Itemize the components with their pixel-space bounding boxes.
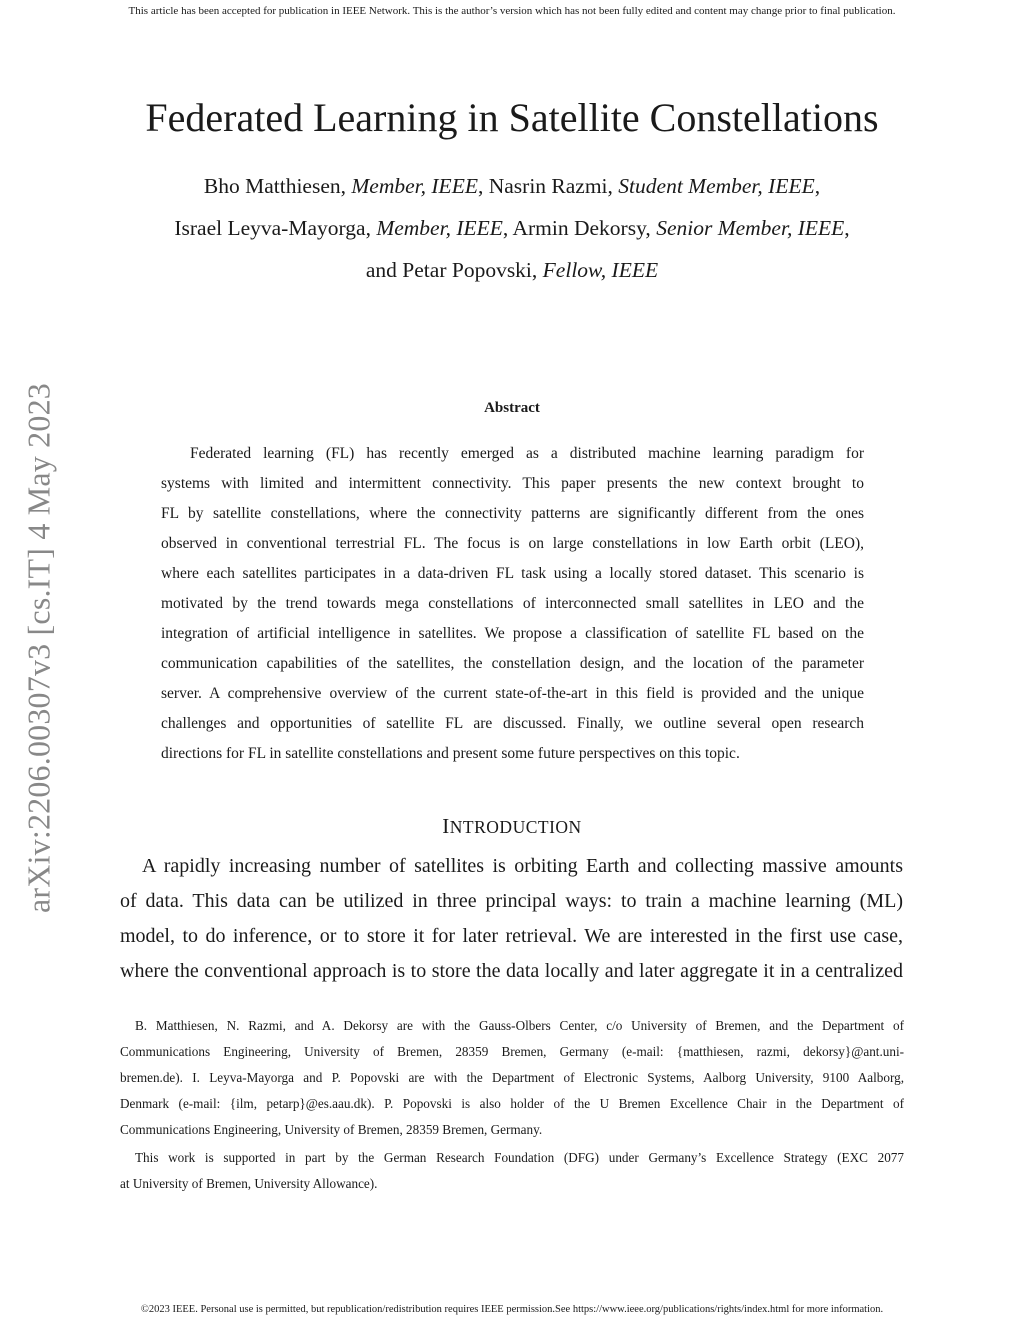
introduction-body bbox=[120, 849, 903, 989]
abstract-line: Federated learning (FL) has recently emerged as a distributed machine learning paradigm for bbox=[190, 445, 864, 462]
footnote-line: Communications Engineering, University of Bremen, 28359 Bremen, Germany. bbox=[120, 1122, 543, 1137]
abstract-line: where each satellites participates in a data-driven FL task using a locally stored dataset. This scenario is bbox=[161, 565, 864, 582]
abstract-line: integration of artificial intelligence in satellites. We propose a classification of satellite FL based on the bbox=[161, 625, 864, 642]
footnote-line: Communications Engineering, University of Bremen, 28359 Bremen, Germany (e-mail: {matthiesen, razmi, dekorsy}@ant.uni- bbox=[120, 1044, 904, 1059]
author-line-2 bbox=[0, 216, 1024, 241]
footnote-line: Denmark (e-mail: {ilm, petarp}@es.aau.dk). P. Popovski is also holder of the U Bremen Excellence Chair in the Department of bbox=[120, 1096, 904, 1111]
footnote-affiliations bbox=[120, 1013, 904, 1143]
abstract-line: FL by satellite constellations, where the connectivity patterns are significantly different from the ones bbox=[161, 505, 864, 522]
footnote-funding bbox=[120, 1145, 904, 1197]
abstract-line: observed in conventional terrestrial FL. The focus is on large constellations in low Earth orbit (LEO), bbox=[161, 535, 864, 552]
author-name: , Nasrin Razmi, bbox=[477, 174, 619, 198]
author-name: Bho Matthiesen, bbox=[203, 174, 352, 198]
abstract-line: challenges and opportunities of satellite FL are discussed. Finally, we outline several open research bbox=[161, 715, 864, 732]
author-name: Israel Leyva-Mayorga, bbox=[174, 216, 377, 240]
abstract-body bbox=[161, 439, 864, 769]
publication-notice: This article has been accepted for publication in IEEE Network. This is the author’s version which has not been fully edited and content may change prior to final publication. bbox=[128, 5, 896, 17]
author-membership: Senior Member, IEEE bbox=[656, 216, 845, 240]
abstract-line: communication capabilities of the satellites, the constellation design, and the location of the parameter bbox=[161, 655, 864, 672]
author-membership: Fellow, IEEE bbox=[542, 258, 659, 282]
section-heading-introduction bbox=[0, 814, 1024, 839]
footnote-line: at University of Bremen, University Allowance). bbox=[120, 1176, 378, 1191]
footnote-line: bremen.de). I. Leyva-Mayorga and P. Popovski are with the Department of Electronic Systems, Aalborg University, 9100 Aalborg, bbox=[120, 1070, 904, 1085]
author-line-3 bbox=[0, 258, 1024, 283]
abstract-heading: Abstract bbox=[484, 400, 540, 416]
intro-line: where the conventional approach is to store the data locally and later aggregate it in a centralized bbox=[120, 960, 903, 982]
author-membership: Member, IEEE bbox=[376, 216, 503, 240]
author-line-1 bbox=[0, 174, 1024, 199]
author-name: , Armin Dekorsy, bbox=[502, 216, 657, 240]
abstract-line: directions for FL in satellite constellations and present some future perspectives on this topic. bbox=[161, 745, 740, 762]
intro-line: A rapidly increasing number of satellites is orbiting Earth and collecting massive amounts bbox=[142, 855, 903, 877]
author-membership: Member, IEEE bbox=[351, 174, 478, 198]
heading-rest: NTRODUCTION bbox=[449, 817, 582, 837]
author-name: , bbox=[814, 174, 821, 198]
abstract-line: server. A comprehensive overview of the current state-of-the-art in this field is provided and the unique bbox=[161, 685, 864, 702]
abstract-line: systems with limited and intermittent connectivity. This paper presents the new context brought to bbox=[161, 475, 864, 492]
arxiv-identifier-stamp[interactable]: arXiv:2206.00307v3 [cs.IT] 4 May 2023 bbox=[20, 383, 57, 913]
heading-initial: I bbox=[442, 814, 450, 838]
author-membership: Student Member, IEEE bbox=[618, 174, 815, 198]
footnote-line: This work is supported in part by the German Research Foundation (DFG) under Germany’s Excellence Strategy (EXC 2077 bbox=[135, 1150, 904, 1165]
copyright-notice: ©2023 IEEE. Personal use is permitted, but republication/redistribution requires IEEE permission.See https://www.ieee.org/publications/rights/index.html for more information. bbox=[140, 1304, 884, 1315]
footnote-line: B. Matthiesen, N. Razmi, and A. Dekorsy are with the Gauss-Olbers Center, c/o University of Bremen, and the Department of bbox=[135, 1018, 904, 1033]
paper-title: Federated Learning in Satellite Constellations bbox=[145, 95, 879, 140]
intro-line: model, to do inference, or to store it for later retrieval. We are interested in the first use case, bbox=[120, 925, 903, 947]
intro-line: of data. This data can be utilized in three principal ways: to train a machine learning (ML) bbox=[120, 890, 903, 912]
author-name: and Petar Popovski, bbox=[365, 258, 543, 282]
abstract-line: motivated by the trend towards mega constellations of interconnected small satellites in LEO and the bbox=[161, 595, 864, 612]
author-name: , bbox=[844, 216, 850, 240]
